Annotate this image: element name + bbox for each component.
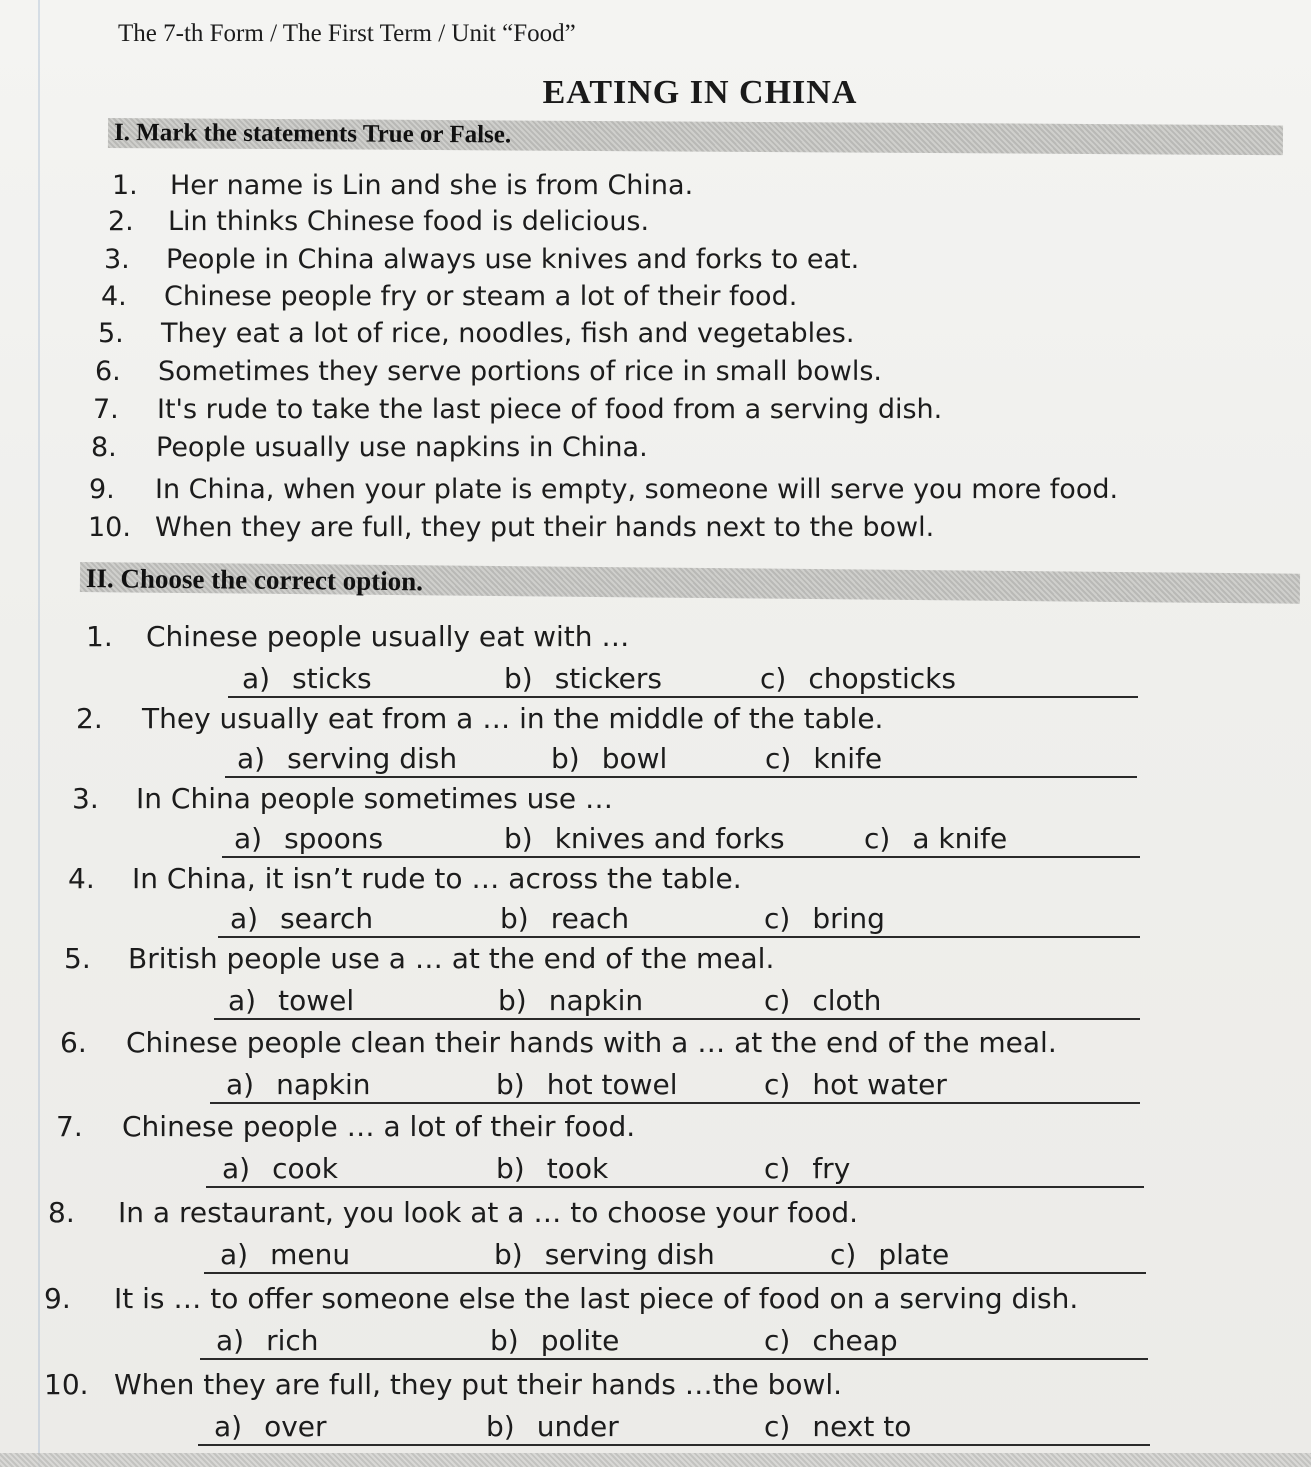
- option-letter: a): [242, 662, 271, 695]
- question-number: 9.: [44, 1282, 71, 1315]
- answer-line: [206, 1186, 1144, 1188]
- question-number: 7.: [56, 1110, 83, 1143]
- question-number: 8.: [48, 1196, 75, 1229]
- tf-item-text: When they are full, they put their hands next to the bowl.: [155, 512, 935, 543]
- option-text: took: [546, 1152, 609, 1185]
- options-row: [210, 1068, 1140, 1104]
- option-a[interactable]: [214, 1410, 327, 1443]
- tf-item-number: 10.: [88, 512, 131, 543]
- tf-item-text: Sometimes they serve portions of rice in small bowls.: [158, 356, 883, 387]
- option-letter: c): [764, 1068, 791, 1101]
- option-text: cook: [272, 1152, 338, 1185]
- answer-line: [228, 696, 1138, 698]
- option-text: chopsticks: [808, 662, 956, 695]
- option-letter: b): [498, 984, 527, 1017]
- option-text: over: [264, 1410, 327, 1443]
- option-text: plate: [878, 1238, 950, 1271]
- tf-item-text: Lin thinks Chinese food is delicious.: [168, 206, 650, 237]
- question-text: It is … to offer someone else the last piece of food on a serving dish.: [114, 1282, 1079, 1315]
- tf-item-number: 9.: [89, 474, 115, 505]
- option-letter: a): [226, 1068, 255, 1101]
- answer-line: [225, 776, 1137, 778]
- option-letter: c): [764, 1152, 791, 1185]
- option-text: fry: [812, 1152, 851, 1185]
- option-text: a knife: [912, 822, 1008, 855]
- option-letter: b): [494, 1238, 523, 1271]
- tf-item-text: Her name is Lin and she is from China.: [170, 170, 694, 201]
- option-text: spoons: [284, 822, 384, 855]
- option-text: next to: [812, 1410, 912, 1443]
- option-b[interactable]: [494, 1238, 715, 1271]
- option-text: towel: [278, 984, 355, 1017]
- option-c[interactable]: [764, 1410, 911, 1443]
- question-text: In China people sometimes use …: [136, 782, 614, 815]
- tf-item-number: 3.: [104, 244, 130, 275]
- option-letter: b): [504, 662, 533, 695]
- option-text: search: [280, 902, 374, 935]
- option-letter: a): [220, 1238, 249, 1271]
- answer-line: [204, 1272, 1146, 1274]
- option-text: rich: [266, 1324, 319, 1357]
- answer-line: [210, 1102, 1140, 1104]
- option-letter: a): [216, 1324, 245, 1357]
- question-number: 4.: [68, 862, 95, 895]
- option-letter: c): [864, 822, 891, 855]
- options-row: [218, 902, 1140, 938]
- question-number: 1.: [86, 620, 113, 653]
- option-c[interactable]: [764, 1068, 947, 1101]
- option-letter: a): [234, 822, 263, 855]
- tf-item-number: 2.: [108, 206, 134, 237]
- tf-item-text: They eat a lot of rice, noodles, fish and vegetables.: [161, 318, 855, 349]
- option-text: cheap: [812, 1324, 898, 1357]
- worksheet-title: EATING IN CHINA: [542, 74, 858, 111]
- option-text: serving dish: [287, 742, 458, 775]
- option-letter: b): [500, 902, 529, 935]
- option-letter: c): [764, 984, 791, 1017]
- section-2-heading: II. Choose the correct option.: [85, 563, 424, 597]
- tf-item-number: 5.: [98, 318, 124, 349]
- tf-item-number: 4.: [101, 281, 127, 312]
- option-b[interactable]: [490, 1324, 619, 1357]
- options-row: [222, 822, 1140, 858]
- option-c[interactable]: [760, 662, 956, 695]
- option-letter: a): [222, 1152, 251, 1185]
- option-letter: a): [228, 984, 257, 1017]
- question-number: 2.: [76, 702, 103, 735]
- option-b[interactable]: [504, 662, 662, 695]
- option-b[interactable]: [500, 902, 629, 935]
- option-a[interactable]: [230, 902, 373, 935]
- option-c[interactable]: [864, 822, 1007, 855]
- options-row: [200, 1324, 1148, 1360]
- option-c[interactable]: [764, 902, 885, 935]
- answer-line: [218, 936, 1140, 938]
- question-number: 6.: [60, 1026, 87, 1059]
- option-text: reach: [550, 902, 630, 935]
- option-a[interactable]: [222, 1152, 338, 1185]
- bottom-shaded-band: [0, 1453, 1311, 1467]
- answer-line: [214, 1018, 1140, 1020]
- option-letter: c): [764, 1324, 791, 1357]
- option-a[interactable]: [228, 984, 354, 1017]
- option-letter: b): [496, 1068, 525, 1101]
- option-letter: c): [765, 742, 792, 775]
- option-c[interactable]: [765, 742, 882, 775]
- question-text: When they are full, they put their hands …the bowl.: [114, 1368, 843, 1401]
- margin-line: [38, 0, 40, 1467]
- tf-item-text: People in China always use knives and forks to eat.: [166, 244, 860, 275]
- option-text: knives and forks: [554, 822, 785, 855]
- option-text: bring: [812, 902, 885, 935]
- option-text: polite: [540, 1324, 620, 1357]
- option-letter: a): [214, 1410, 243, 1443]
- answer-line: [198, 1444, 1150, 1446]
- option-a[interactable]: [226, 1068, 371, 1101]
- tf-item-text: It's rude to take the last piece of food from a serving dish.: [157, 394, 943, 425]
- options-row: [204, 1238, 1146, 1274]
- option-letter: b): [504, 822, 533, 855]
- tf-item-number: 1.: [112, 170, 138, 201]
- section-1-heading: I. Mark the statements True or False.: [113, 119, 512, 149]
- option-b[interactable]: [551, 742, 667, 775]
- question-text: British people use a … at the end of the meal.: [128, 942, 775, 975]
- answer-line: [222, 856, 1140, 858]
- option-text: bowl: [601, 742, 668, 775]
- option-letter: b): [490, 1324, 519, 1357]
- option-text: cloth: [812, 984, 882, 1017]
- option-b[interactable]: [504, 822, 785, 855]
- option-b[interactable]: [486, 1410, 619, 1443]
- option-text: stickers: [554, 662, 662, 695]
- worksheet-header: The 7-th Form / The First Term / Unit “Food”: [118, 20, 576, 47]
- option-a[interactable]: [216, 1324, 319, 1357]
- option-text: hot water: [812, 1068, 947, 1101]
- question-number: 10.: [44, 1368, 89, 1401]
- option-letter: a): [230, 902, 259, 935]
- question-number: 3.: [72, 782, 99, 815]
- section-2-heading-bar: [80, 562, 1300, 604]
- options-row: [214, 984, 1140, 1020]
- option-a[interactable]: [220, 1238, 350, 1271]
- question-text: In a restaurant, you look at a … to choose your food.: [118, 1196, 859, 1229]
- option-a[interactable]: [242, 662, 372, 695]
- section-1-heading-bar: [108, 118, 1283, 155]
- question-text: Chinese people usually eat with …: [146, 620, 630, 653]
- option-letter: b): [486, 1410, 515, 1443]
- option-text: knife: [813, 742, 883, 775]
- option-b[interactable]: [496, 1068, 677, 1101]
- option-letter: b): [551, 742, 580, 775]
- option-c[interactable]: [764, 984, 881, 1017]
- question-text: Chinese people … a lot of their food.: [122, 1110, 636, 1143]
- tf-item-number: 6.: [95, 356, 121, 387]
- option-b[interactable]: [498, 984, 643, 1017]
- option-text: hot towel: [546, 1068, 678, 1101]
- option-text: menu: [270, 1238, 351, 1271]
- question-number: 5.: [64, 942, 91, 975]
- question-text: Chinese people clean their hands with a … at the end of the meal.: [126, 1026, 1057, 1059]
- option-text: napkin: [548, 984, 644, 1017]
- options-row: [206, 1152, 1144, 1188]
- question-text: In China, it isn’t rude to … across the table.: [132, 862, 742, 895]
- option-letter: b): [496, 1152, 525, 1185]
- answer-line: [200, 1358, 1148, 1360]
- option-letter: c): [760, 662, 787, 695]
- option-text: napkin: [276, 1068, 371, 1101]
- option-text: serving dish: [544, 1238, 715, 1271]
- tf-item-text: In China, when your plate is empty, someone will serve you more food.: [155, 474, 1119, 505]
- option-c[interactable]: [764, 1152, 850, 1185]
- option-c[interactable]: [764, 1324, 898, 1357]
- option-letter: c): [764, 902, 791, 935]
- option-text: sticks: [292, 662, 372, 695]
- options-row: [225, 742, 1137, 778]
- options-row: [228, 662, 1138, 698]
- option-letter: c): [830, 1238, 857, 1271]
- option-c[interactable]: [830, 1238, 949, 1271]
- question-text: They usually eat from a … in the middle of the table.: [142, 702, 884, 735]
- option-letter: c): [764, 1410, 791, 1443]
- option-a[interactable]: [237, 742, 457, 775]
- option-letter: a): [237, 742, 266, 775]
- tf-item-number: 8.: [91, 432, 117, 463]
- option-a[interactable]: [234, 822, 383, 855]
- options-row: [198, 1410, 1150, 1446]
- tf-item-number: 7.: [93, 394, 119, 425]
- option-text: under: [536, 1410, 619, 1443]
- tf-item-text: People usually use napkins in China.: [156, 432, 648, 463]
- option-b[interactable]: [496, 1152, 608, 1185]
- tf-item-text: Chinese people fry or steam a lot of their food.: [164, 281, 798, 312]
